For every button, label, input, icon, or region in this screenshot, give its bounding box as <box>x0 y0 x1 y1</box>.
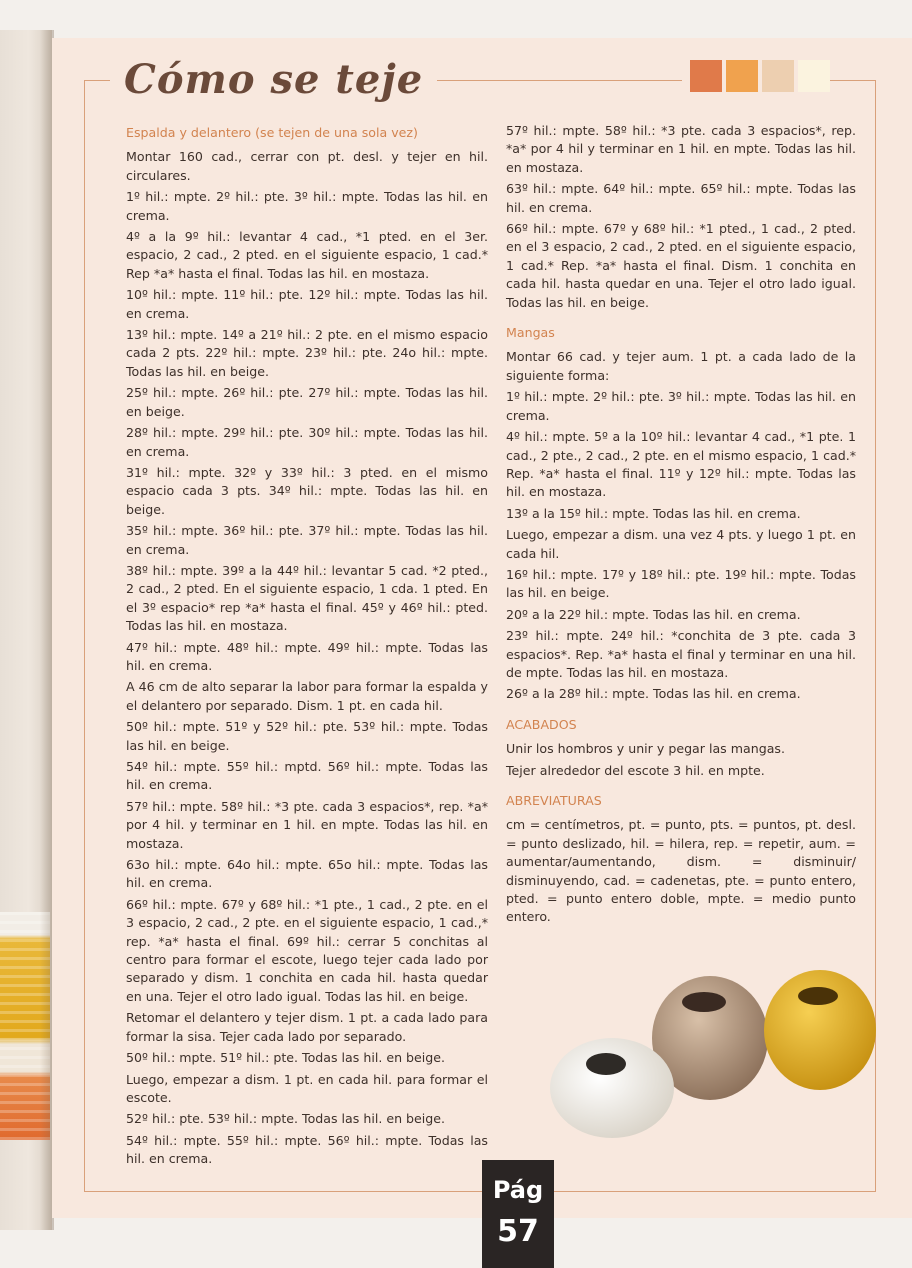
espalda-paragraph: Retomar el delantero y tejer dism. 1 pt. a cada lado para formar la sisa. Tejer cada lado por separado. <box>126 1010 488 1044</box>
espalda-paragraph: 13º hil.: mpte. 14º a 21º hil.: 2 pte. en el mismo espacio cada 2 pts. 22º hil.: mpte. 23º hil.: pte. 24o hil.: mpte. Todas las hil. en beige. <box>126 327 488 379</box>
section-heading-acabados: ACABADOS <box>506 716 577 732</box>
abreviaturas-text: cm = centímetros, pt. = punto, pts. = puntos, pt. desl. = punto deslizado, hil. = hilera, rep. = repetir, aum. = aumentar/aumentando, dism. = disminuir/ disminuyendo, cad. = cadenetas, pte. = punto entero, pted. = punto entero doble, mpte. = medio punto entero. <box>506 817 856 925</box>
espalda-paragraph: 57º hil.: mpte. 58º hil.: *3 pte. cada 3 espacios*, rep. *a* por 4 hil. y terminar en 1 hil. en mpte. Todas las hil. en mostaza. <box>126 798 488 851</box>
mangas-paragraph: 13º a la 15º hil.: mpte. Todas las hil. en crema. <box>506 505 801 521</box>
espalda-paragraph: 10º hil.: mpte. 11º hil.: pte. 12º hil.: mpte. Todas las hil. en crema. <box>126 287 488 321</box>
espalda-paragraph: 31º hil.: mpte. 32º y 33º hil.: 3 pted. en el mismo espacio cada 3 pts. 34º hil.: mpte. Todas las hil. en beige. <box>126 464 488 517</box>
page-number-tab <box>482 1160 554 1268</box>
page-label: Pág <box>492 1176 544 1204</box>
mangas-paragraph: 16º hil.: mpte. 17º y 18º hil.: pte. 19º hil.: mpte. Todas las hil. en beige. <box>506 566 856 601</box>
espalda-paragraph: Montar 160 cad., cerrar con pt. desl. y tejer en hil. circulares. <box>126 149 488 183</box>
espalda-paragraph: 54º hil.: mpte. 55º hil.: mptd. 56º hil.: mpte. Todas las hil. en crema. <box>126 759 488 793</box>
acabados-paragraph: Unir los hombros y unir y pegar las mangas. <box>506 741 785 757</box>
mangas-paragraph: 23º hil.: mpte. 24º hil.: *conchita de 3 pte. cada 3 espacios*. Rep. *a* hasta el final y terminar en una hil. de mpte. Todas las hil. en mostaza. <box>506 628 856 680</box>
swatch-orange <box>726 60 758 92</box>
yarn-ball-white <box>550 1038 674 1138</box>
espalda-paragraph: 50º hil.: mpte. 51º hil.: pte. Todas las hil. en beige. <box>126 1050 446 1066</box>
mangas-paragraph: Luego, empezar a dism. una vez 4 pts. y luego 1 pt. en cada hil. <box>506 527 856 561</box>
espalda-paragraph: Luego, empezar a dism. 1 pt. en cada hil. para formar el escote. <box>126 1071 488 1105</box>
intro-paragraph: 66º hil.: mpte. 67º y 68º hil.: *1 pted., 1 cad., 2 pted. en el 3 espacio, 2 cad., 2 pted. en el siguiente espacio, 1 cad.* Rep. *a* hasta el final. Dism. 1 conchita en cada hil. hasta quedar en una. Tejer el otro lado igual. Todas las hil. en beige. <box>506 221 856 310</box>
espalda-paragraph: 25º hil.: mpte. 26º hil.: pte. 27º hil.: mpte. Todas las hil. en beige. <box>126 385 488 419</box>
page-number: 57 <box>497 1214 539 1249</box>
espalda-paragraph: 1º hil.: mpte. 2º hil.: pte. 3º hil.: mpte. Todas las hil. en crema. <box>126 189 488 223</box>
swatch-terracotta <box>690 60 722 92</box>
espalda-paragraph: 28º hil.: mpte. 29º hil.: pte. 30º hil.: mpte. Todas las hil. en crema. <box>126 425 488 459</box>
intro-paragraph: 63º hil.: mpte. 64º hil.: mpte. 65º hil.: mpte. Todas las hil. en crema. <box>506 181 856 215</box>
mangas-paragraph: 20º a la 22º hil.: mpte. Todas las hil. en crema. <box>506 606 801 622</box>
intro-paragraph: 57º hil.: mpte. 58º hil.: *3 pte. cada 3 espacios*, rep. *a* por 4 hil y terminar en 1 hil. en mpte. Todas las hil. en mostaza. <box>506 123 856 175</box>
mangas-paragraph: Montar 66 cad. y tejer aum. 1 pt. a cada lado de la siguiente forma: <box>506 349 856 383</box>
acabados-paragraphs <box>506 740 856 780</box>
mangas-paragraph: 26º a la 28º hil.: mpte. Todas las hil. en crema. <box>506 686 801 702</box>
page-title: Cómo se teje <box>124 56 424 103</box>
swatch-beige <box>762 60 794 92</box>
title-area <box>110 52 437 108</box>
mangas-paragraph: 4º hil.: mpte. 5º a la 10º hil.: levantar 4 cad., *1 pte. 1 cad., 2 pte., 2 cad., 2 pte. en el mismo espacio, 1 cad.* Rep. *a* hasta el final. 11º y 12º hil.: mpte. Todas las hil. en mostaza. <box>506 429 856 500</box>
mangas-paragraphs <box>506 348 856 703</box>
section-heading-espalda: Espalda y delantero (se tejen de una sola vez) <box>126 125 418 140</box>
section-heading-abreviaturas: ABREVIATURAS <box>506 793 602 808</box>
right-intro-paragraphs <box>506 122 856 312</box>
espalda-paragraph: 4º a la 9º hil.: levantar 4 cad., *1 pted. en el 3er. espacio, 2 cad., 2 pted. en el siguiente espacio, 1 cad.* Rep *a* hasta el final. Todas las hil. en mostaza. <box>126 229 488 281</box>
yarn-ball-yellow <box>764 970 876 1090</box>
espalda-paragraph: A 46 cm de alto separar la labor para formar la espalda y el delantero por separado. Dism. 1 pt. en cada hil. <box>126 679 488 713</box>
espalda-paragraph: 66º hil.: mpte. 67º y 68º hil.: *1 pte., 1 cad., 2 pte. en el 3 espacio, 2 cad., 2 pte. en el siguiente espacio, 1 cad.,* rep. *a* hasta el final. 69º hil.: cerrar 5 conchitas al centro para formar el escote, luego tejer cada lado por separado y dism. 1 conchita en cada hil. hasta quedar en una. Tejer el otro lado igual. Todas las hil. en beige. <box>126 896 488 1004</box>
mangas-paragraph: 1º hil.: mpte. 2º hil.: pte. 3º hil.: mpte. Todas las hil. en crema. <box>506 389 856 423</box>
section-heading-mangas: Mangas <box>506 325 555 341</box>
left-paragraphs <box>126 148 488 1168</box>
color-swatches <box>682 60 830 92</box>
yarn-balls-image <box>548 960 888 1140</box>
espalda-paragraph: 35º hil.: mpte. 36º hil.: pte. 37º hil.: mpte. Todas las hil. en crema. <box>126 523 488 557</box>
espalda-paragraph: 52º hil.: pte. 53º hil.: mpte. Todas las hil. en beige. <box>126 1111 446 1127</box>
espalda-paragraph: 38º hil.: mpte. 39º a la 44º hil.: levantar 5 cad. *2 pted., 2 cad., 2 pted. En el siguiente espacio, 1 cda. 1 pted. En el 3º espacio* rep *a* hasta el final. 45º y 46º hil.: pted. Todas las hil. en mostaza. <box>126 562 488 634</box>
right-column <box>506 122 856 930</box>
acabados-paragraph: Tejer alrededor del escote 3 hil. en mpte. <box>506 762 765 778</box>
espalda-paragraph: 54º hil.: mpte. 55º hil.: mpte. 56º hil.: mpte. Todas las hil. en crema. <box>126 1132 488 1167</box>
left-column <box>126 122 488 1172</box>
espalda-paragraph: 63o hil.: mpte. 64o hil.: mpte. 65o hil.: mpte. Todas las hil. en crema. <box>126 857 488 891</box>
espalda-paragraph: 50º hil.: mpte. 51º y 52º hil.: pte. 53º hil.: mpte. Todas las hil. en beige. <box>126 719 488 753</box>
swatch-cream <box>798 60 830 92</box>
espalda-paragraph: 47º hil.: mpte. 48º hil.: mpte. 49º hil.: mpte. Todas las hil. en crema. <box>126 639 488 673</box>
